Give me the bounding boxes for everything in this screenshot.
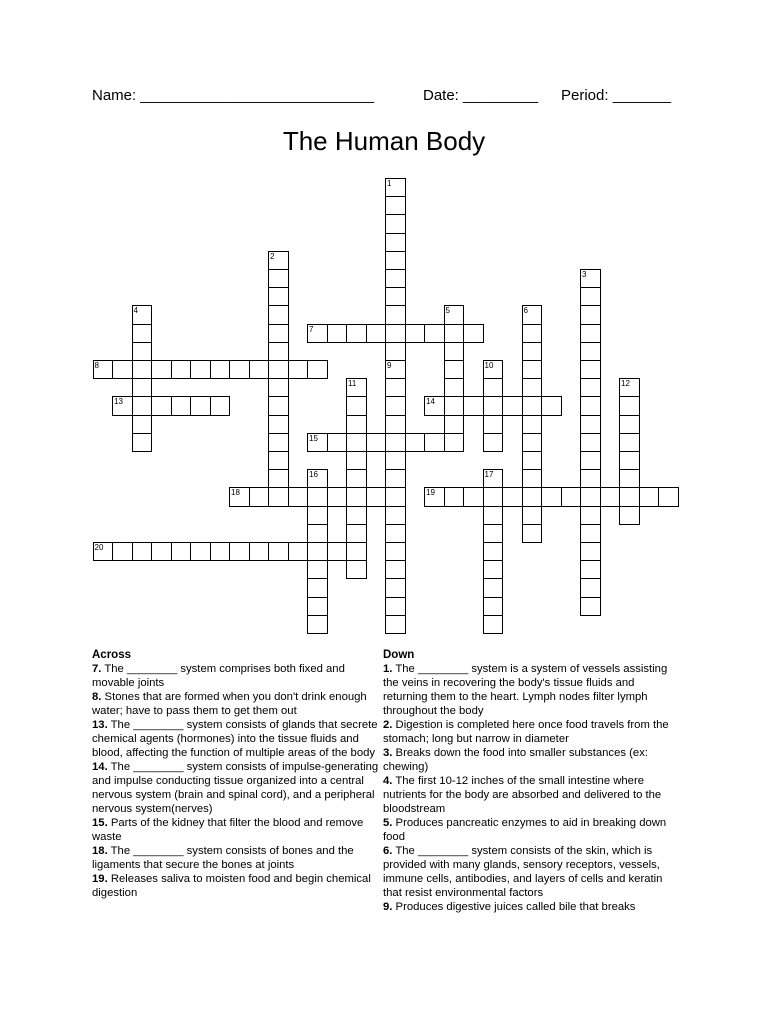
crossword-cell[interactable] [444, 378, 465, 397]
crossword-cell[interactable] [658, 487, 679, 506]
crossword-cell[interactable] [385, 560, 406, 579]
crossword-cell[interactable] [522, 524, 543, 543]
crossword-cell[interactable] [385, 542, 406, 561]
crossword-cell[interactable] [522, 360, 543, 379]
crossword-cell[interactable] [112, 360, 133, 379]
crossword-cell[interactable] [210, 360, 231, 379]
crossword-cell[interactable] [132, 542, 153, 561]
down-heading: Down [383, 649, 415, 661]
crossword-cell[interactable] [346, 542, 367, 561]
crossword-cell[interactable] [307, 542, 328, 561]
clue-number-label: 1 [387, 179, 392, 188]
crossword-cell[interactable] [268, 305, 289, 324]
crossword-cell[interactable] [151, 542, 172, 561]
crossword-cell[interactable] [93, 360, 114, 379]
crossword-cell[interactable] [171, 360, 192, 379]
clue-number-label: 13 [114, 397, 123, 407]
crossword-cell[interactable] [444, 342, 465, 361]
crossword-cell[interactable] [346, 396, 367, 415]
crossword-cell[interactable] [288, 487, 309, 506]
crossword-cell[interactable] [580, 269, 601, 288]
clue-text: Stones that are formed when you don't drink enough water; have to pass them to get them out [92, 691, 367, 717]
crossword-cell[interactable] [327, 487, 348, 506]
crossword-cell[interactable] [249, 360, 270, 379]
clue-text: Produces digestive juices called bile that breaks [392, 901, 636, 913]
crossword-cell[interactable] [132, 378, 153, 397]
crossword-cell[interactable] [541, 396, 562, 415]
crossword-cell[interactable] [385, 487, 406, 506]
crossword-cell[interactable] [385, 196, 406, 215]
crossword-cell[interactable] [346, 469, 367, 488]
down-clues [383, 648, 678, 914]
crossword-cell[interactable] [483, 396, 504, 415]
clue-number-label: 7 [309, 324, 314, 334]
crossword-cell[interactable] [424, 324, 445, 343]
crossword-cell[interactable] [268, 396, 289, 415]
crossword-cell[interactable] [307, 487, 328, 506]
clue-text: The ________ system is a system of vessels assisting the veins in recovering the body's tissue fluids and returning them to the heart. Lymph nodes filter lymph throughout the body [383, 663, 668, 717]
clue-number-label: 16 [309, 470, 318, 480]
crossword-cell[interactable] [385, 269, 406, 288]
crossword-cell[interactable] [268, 360, 289, 379]
clue-text: Releases saliva to moisten food and begin chemical digestion [92, 873, 371, 899]
name-field[interactable]: Name: ____________________________ [92, 87, 374, 104]
crossword-cell[interactable] [151, 396, 172, 415]
crossword-cell[interactable] [483, 597, 504, 616]
crossword-cell[interactable] [385, 178, 406, 197]
crossword-cell[interactable] [580, 396, 601, 415]
clue-number-label: 3 [582, 270, 587, 279]
crossword-cell[interactable] [346, 378, 367, 397]
crossword-cell[interactable] [483, 415, 504, 434]
clue-number: 14. [92, 761, 108, 773]
clue-text: The ________ system consists of bones and the ligaments that secure the bones at joints [92, 845, 354, 871]
crossword-cell[interactable] [619, 396, 640, 415]
down-clue [383, 718, 678, 746]
clue-number-label: 20 [94, 543, 104, 552]
crossword-cell[interactable] [112, 396, 133, 415]
crossword-cell[interactable] [268, 542, 289, 561]
crossword-cell[interactable] [229, 487, 250, 506]
clue-number-label: 5 [445, 306, 450, 316]
crossword-cell[interactable] [346, 506, 367, 525]
clue-number: 15. [92, 817, 108, 829]
crossword-cell[interactable] [346, 524, 367, 543]
crossword-cell[interactable] [619, 469, 640, 488]
crossword-cell[interactable] [580, 342, 601, 361]
crossword-cell[interactable] [522, 305, 543, 324]
crossword-cell[interactable] [424, 433, 445, 452]
crossword-cell[interactable] [307, 524, 328, 543]
crossword-cell[interactable] [385, 469, 406, 488]
crossword-cell[interactable] [132, 396, 153, 415]
crossword-cell[interactable] [483, 615, 504, 634]
crossword-cell[interactable] [463, 396, 484, 415]
crossword-cell[interactable] [483, 469, 504, 488]
clue-number-label: 6 [523, 306, 528, 316]
crossword-cell[interactable] [385, 287, 406, 306]
crossword-cell[interactable] [385, 597, 406, 616]
across-clues [92, 648, 384, 900]
crossword-cell[interactable] [268, 415, 289, 434]
clue-text: Breaks down the food into smaller substances (ex: chewing) [383, 747, 648, 773]
crossword-cell[interactable] [385, 524, 406, 543]
clue-text: Produces pancreatic enzymes to aid in breaking down food [383, 817, 667, 843]
clue-number-label: 4 [133, 306, 138, 316]
crossword-cell[interactable] [268, 287, 289, 306]
crossword-cell[interactable] [424, 396, 445, 415]
crossword-cell[interactable] [444, 396, 465, 415]
down-clue [383, 816, 678, 844]
crossword-cell[interactable] [210, 396, 231, 415]
across-clue [92, 690, 384, 718]
crossword-cell[interactable] [385, 214, 406, 233]
crossword-cell[interactable] [580, 378, 601, 397]
down-clue [383, 662, 678, 718]
crossword-cell[interactable] [346, 415, 367, 434]
page-title: The Human Body [282, 126, 486, 156]
crossword-cell[interactable] [385, 324, 406, 343]
crossword-cell[interactable] [210, 542, 231, 561]
crossword-cell[interactable] [385, 415, 406, 434]
crossword-cell[interactable] [112, 542, 133, 561]
crossword-cell[interactable] [346, 451, 367, 470]
crossword-cell[interactable] [171, 542, 192, 561]
crossword-cell[interactable] [580, 578, 601, 597]
crossword-cell[interactable] [132, 360, 153, 379]
clue-number-label: 10 [484, 361, 494, 370]
crossword-cell[interactable] [385, 360, 406, 379]
crossword-cell[interactable] [522, 469, 543, 488]
clue-text: The ________ system consists of the skin, which is provided with many glands, sensory receptors, vessels, immune cells, antibodies, and layers of cells and keratin that resist environmental factors [383, 845, 663, 899]
crossword-cell[interactable] [132, 415, 153, 434]
clue-number: 8. [92, 691, 102, 703]
crossword-cell[interactable] [522, 342, 543, 361]
crossword-cell[interactable] [268, 251, 289, 270]
crossword-cell[interactable] [619, 433, 640, 452]
crossword-cell[interactable] [444, 305, 465, 324]
crossword-cell[interactable] [307, 597, 328, 616]
crossword-cell[interactable] [522, 415, 543, 434]
crossword-cell[interactable] [268, 487, 289, 506]
crossword-cell[interactable] [385, 305, 406, 324]
crossword-cell[interactable] [580, 324, 601, 343]
crossword-cell[interactable] [346, 433, 367, 452]
crossword-cell[interactable] [580, 287, 601, 306]
crossword-cell[interactable] [249, 542, 270, 561]
crossword-cell[interactable] [522, 487, 543, 506]
clue-number: 1. [383, 663, 393, 675]
crossword-cell[interactable] [385, 251, 406, 270]
crossword-cell[interactable] [444, 433, 465, 452]
crossword-cell[interactable] [483, 506, 504, 525]
across-clue [92, 816, 384, 844]
across-clue [92, 844, 384, 872]
clue-text: The ________ system consists of impulse-generating and impulse conducting tissue organized into a central nervous system (brain and spinal cord), and a peripheral nervous system(nerves) [92, 761, 379, 815]
clue-number-label: 18 [231, 488, 240, 498]
crossword-cell[interactable] [132, 324, 153, 343]
crossword-cell[interactable] [580, 469, 601, 488]
clue-number: 2. [383, 719, 393, 731]
clue-text: The ________ system consists of glands that secrete chemical agents (hormones) into the tissue fluids and blood, affecting the function of multiple areas of the body [92, 719, 378, 759]
crossword-cell[interactable] [366, 487, 387, 506]
clue-number-label: 14 [426, 397, 435, 407]
crossword-cell[interactable] [619, 506, 640, 525]
crossword-cell[interactable] [522, 324, 543, 343]
crossword-cell[interactable] [483, 378, 504, 397]
crossword-cell[interactable] [483, 542, 504, 561]
crossword-cell[interactable] [463, 324, 484, 343]
crossword-cell[interactable] [268, 324, 289, 343]
crossword-cell[interactable] [619, 378, 640, 397]
clue-number: 6. [383, 845, 393, 857]
crossword-cell[interactable] [346, 560, 367, 579]
crossword-cell[interactable] [229, 542, 250, 561]
crossword-cell[interactable] [385, 578, 406, 597]
crossword-cell[interactable] [639, 487, 660, 506]
crossword-cell[interactable] [619, 415, 640, 434]
across-clue [92, 662, 384, 690]
crossword-cell[interactable] [93, 542, 114, 561]
crossword-cell[interactable] [522, 396, 543, 415]
clue-text: The first 10-12 inches of the small intestine where nutrients for the body are absorbed and delivered to the bloodstream [383, 775, 662, 815]
clue-number-label: 11 [348, 379, 357, 389]
crossword-cell[interactable] [151, 360, 172, 379]
crossword-cell[interactable] [190, 542, 211, 561]
crossword-cell[interactable] [580, 506, 601, 525]
clue-text: Digestion is completed here once food travels from the stomach; long but narrow in diameter [383, 719, 669, 745]
crossword-cell[interactable] [268, 433, 289, 452]
crossword-cell[interactable] [483, 433, 504, 452]
date-field[interactable]: Date: _________ [423, 87, 539, 104]
crossword-cell[interactable] [619, 487, 640, 506]
clue-number-label: 2 [270, 251, 275, 261]
clue-number-label: 19 [426, 488, 435, 498]
clue-number-label: 17 [484, 470, 494, 480]
crossword-cell[interactable] [522, 378, 543, 397]
across-clue [92, 760, 384, 816]
clue-number: 7. [92, 663, 102, 675]
down-clue [383, 774, 678, 816]
crossword-cell[interactable] [580, 542, 601, 561]
crossword-cell[interactable] [385, 342, 406, 361]
crossword-cell[interactable] [327, 433, 348, 452]
crossword-cell[interactable] [385, 615, 406, 634]
crossword-cell[interactable] [327, 324, 348, 343]
crossword-cell[interactable] [561, 487, 582, 506]
crossword-cell[interactable] [580, 451, 601, 470]
crossword-cell[interactable] [444, 360, 465, 379]
crossword-cell[interactable] [444, 415, 465, 434]
crossword-cell[interactable] [580, 360, 601, 379]
clue-number: 5. [383, 817, 393, 829]
crossword-cell[interactable] [307, 615, 328, 634]
crossword-cell[interactable] [132, 342, 153, 361]
period-field[interactable]: Period: _______ [561, 87, 672, 104]
crossword-cell[interactable] [580, 524, 601, 543]
crossword-cell[interactable] [366, 433, 387, 452]
crossword-cell[interactable] [385, 433, 406, 452]
crossword-cell[interactable] [307, 506, 328, 525]
crossword-cell[interactable] [190, 360, 211, 379]
crossword-cell[interactable] [483, 578, 504, 597]
crossword-cell[interactable] [132, 433, 153, 452]
crossword-cell[interactable] [405, 433, 426, 452]
crossword-cell[interactable] [307, 560, 328, 579]
crossword-cell[interactable] [444, 324, 465, 343]
crossword-cell[interactable] [288, 542, 309, 561]
across-clue [92, 718, 384, 760]
crossword-cell[interactable] [346, 487, 367, 506]
clue-number: 13. [92, 719, 108, 731]
crossword-cell[interactable] [229, 360, 250, 379]
crossword-cell[interactable] [483, 524, 504, 543]
clue-number: 3. [383, 747, 393, 759]
crossword-cell[interactable] [385, 451, 406, 470]
crossword-cell[interactable] [307, 469, 328, 488]
crossword-cell[interactable] [346, 324, 367, 343]
crossword-cell[interactable] [522, 451, 543, 470]
crossword-cell[interactable] [190, 396, 211, 415]
crossword-cell[interactable] [327, 542, 348, 561]
crossword-cell[interactable] [580, 487, 601, 506]
clue-number: 4. [383, 775, 393, 787]
crossword-cell[interactable] [405, 324, 426, 343]
clue-number: 9. [383, 901, 393, 913]
crossword-cell[interactable] [580, 415, 601, 434]
crossword-cell[interactable] [307, 324, 328, 343]
clue-number-label: 15 [309, 433, 318, 443]
across-heading: Across [92, 649, 131, 661]
crossword-cell[interactable] [580, 433, 601, 452]
down-clue [383, 746, 678, 774]
crossword-cell[interactable] [268, 469, 289, 488]
crossword-cell[interactable] [385, 378, 406, 397]
crossword-cell[interactable] [385, 506, 406, 525]
crossword-cell[interactable] [249, 487, 270, 506]
crossword-cell[interactable] [541, 487, 562, 506]
crossword-cell[interactable] [502, 487, 523, 506]
clue-number: 19. [92, 873, 108, 885]
crossword-cell[interactable] [580, 305, 601, 324]
crossword-cell[interactable] [385, 396, 406, 415]
crossword-cell[interactable] [463, 487, 484, 506]
crossword-cell[interactable] [268, 451, 289, 470]
clue-number: 18. [92, 845, 108, 857]
crossword-cell[interactable] [483, 487, 504, 506]
crossword-cell[interactable] [444, 487, 465, 506]
crossword-cell[interactable] [268, 378, 289, 397]
crossword-cell[interactable] [288, 360, 309, 379]
crossword-cell[interactable] [132, 305, 153, 324]
clue-number-label: 8 [94, 361, 99, 370]
crossword-cell[interactable] [580, 560, 601, 579]
crossword-cell[interactable] [424, 487, 445, 506]
crossword-cell[interactable] [307, 360, 328, 379]
crossword-cell[interactable] [619, 451, 640, 470]
across-clue [92, 872, 384, 900]
clue-number-label: 12 [621, 379, 630, 389]
clue-text: The ________ system comprises both fixed and movable joints [92, 663, 345, 689]
down-clue [383, 844, 678, 900]
crossword-cell[interactable] [522, 506, 543, 525]
crossword-cell[interactable] [171, 396, 192, 415]
crossword-cell[interactable] [268, 342, 289, 361]
down-clue [383, 900, 678, 914]
crossword-cell[interactable] [307, 578, 328, 597]
crossword-cell[interactable] [366, 324, 387, 343]
crossword-cell[interactable] [483, 360, 504, 379]
crossword-cell[interactable] [600, 487, 621, 506]
clue-number-label: 9 [387, 361, 392, 370]
crossword-cell[interactable] [268, 269, 289, 288]
crossword-cell[interactable] [385, 233, 406, 252]
crossword-cell[interactable] [483, 560, 504, 579]
clue-text: Parts of the kidney that filter the blood and remove waste [92, 817, 364, 843]
crossword-cell[interactable] [502, 396, 523, 415]
crossword-cell[interactable] [307, 433, 328, 452]
crossword-cell[interactable] [580, 597, 601, 616]
crossword-cell[interactable] [522, 433, 543, 452]
